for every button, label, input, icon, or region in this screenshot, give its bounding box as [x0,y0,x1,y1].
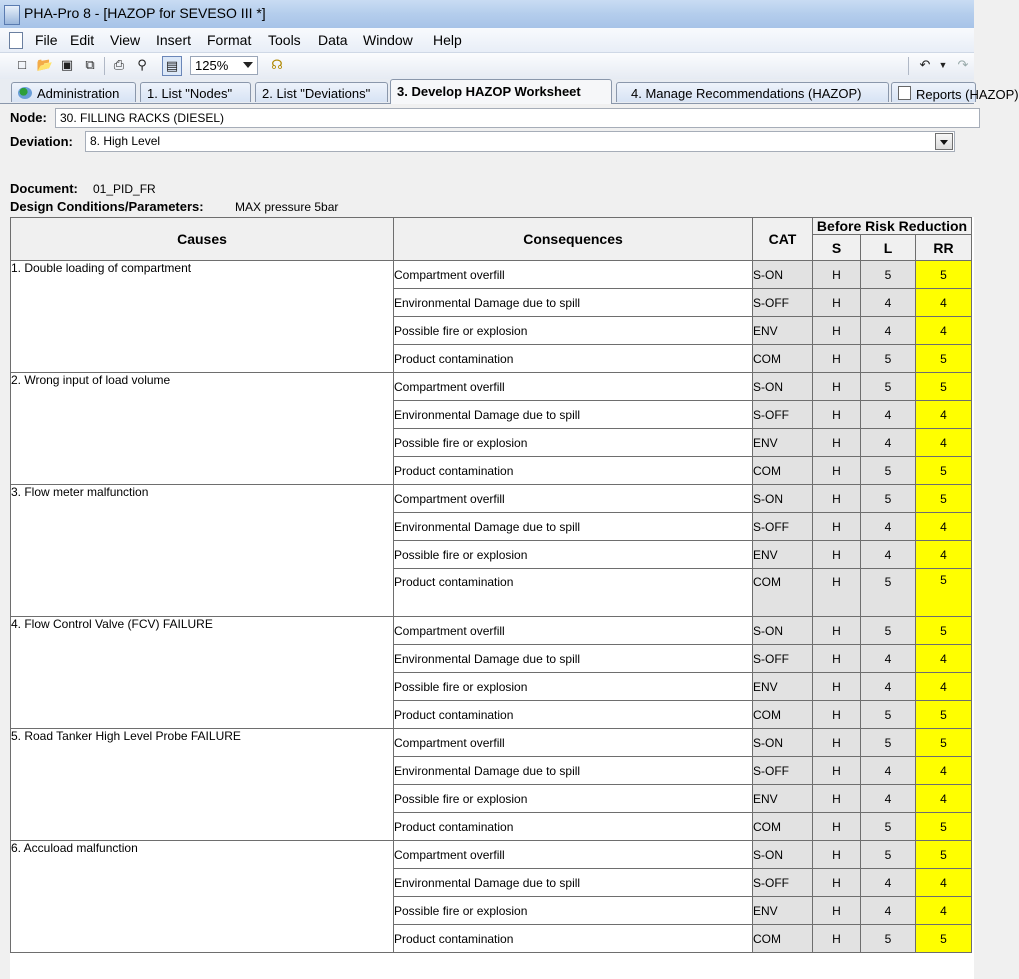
risk-ranking-cell[interactable]: 4 [916,869,972,897]
consequence-cell[interactable]: Environmental Damage due to spill [394,289,753,317]
severity-cell[interactable]: H [813,869,861,897]
open-folder-icon[interactable]: 📂 [36,57,54,72]
likelihood-cell[interactable]: 5 [861,841,916,869]
consequence-cell[interactable]: Product contamination [394,701,753,729]
consequence-cell[interactable]: Product contamination [394,345,753,373]
column-header-before-risk-reduction[interactable]: Before Risk Reduction [813,218,972,235]
hazop-worksheet [10,217,974,979]
redo-icon[interactable]: ↷ [957,57,969,72]
likelihood-cell[interactable]: 5 [861,373,916,401]
help-icon[interactable]: ☊ [271,57,283,72]
risk-ranking-cell[interactable]: 4 [916,513,972,541]
risk-ranking-cell[interactable]: 4 [916,289,972,317]
column-header-s[interactable]: S [813,235,861,261]
tab-administration-label: Administration [37,86,120,101]
view-toggle-icon[interactable]: ▤ [162,56,182,76]
tab-administration[interactable] [11,82,136,102]
column-header-consequences[interactable]: Consequences [394,218,753,261]
cat-cell[interactable]: S-ON [753,617,813,645]
cause-cell[interactable]: 2. Wrong input of load volume [11,373,394,485]
likelihood-cell[interactable]: 4 [861,429,916,457]
risk-ranking-cell[interactable]: 5 [916,373,972,401]
menu-data[interactable]: Data [318,32,348,48]
severity-cell[interactable]: H [813,513,861,541]
consequence-cell[interactable]: Environmental Damage due to spill [394,757,753,785]
cat-cell[interactable]: S-ON [753,729,813,757]
cat-cell[interactable]: S-ON [753,841,813,869]
report-icon [898,86,911,100]
likelihood-cell[interactable]: 4 [861,785,916,813]
worksheet-table [10,217,972,953]
likelihood-cell[interactable]: 5 [861,485,916,513]
menu-help[interactable]: Help [433,32,462,48]
chevron-down-icon[interactable] [935,133,953,150]
severity-cell[interactable]: H [813,925,861,953]
likelihood-cell[interactable]: 4 [861,541,916,569]
severity-cell[interactable]: H [813,429,861,457]
zoom-value: 125% [195,58,229,73]
consequence-cell[interactable]: Product contamination [394,813,753,841]
likelihood-cell[interactable]: 4 [861,645,916,673]
cat-cell[interactable]: COM [753,345,813,373]
consequence-cell[interactable]: Product contamination [394,569,753,617]
node-value: 30. FILLING RACKS (DIESEL) [60,111,225,125]
risk-ranking-cell[interactable]: 5 [916,569,972,617]
severity-cell[interactable]: H [813,897,861,925]
cat-cell[interactable]: ENV [753,897,813,925]
cat-cell[interactable]: S-OFF [753,289,813,317]
risk-ranking-cell[interactable]: 5 [916,841,972,869]
consequence-cell[interactable]: Product contamination [394,457,753,485]
risk-ranking-cell[interactable]: 5 [916,457,972,485]
menu-edit[interactable]: Edit [70,32,95,48]
table-row [11,617,972,645]
likelihood-cell[interactable]: 4 [861,317,916,345]
tab-list-nodes-label: 1. List "Nodes" [147,86,233,101]
undo-dropdown-icon[interactable]: ▼ [938,60,948,70]
tab-manage-recommendations-label: 4. Manage Recommendations (HAZOP) [631,86,862,101]
severity-cell[interactable]: H [813,645,861,673]
admin-icon [18,87,32,99]
consequence-cell[interactable]: Compartment overfill [394,729,753,757]
menu-view[interactable]: View [110,32,141,48]
consequence-cell[interactable]: Possible fire or explosion [394,897,753,925]
tab-reports[interactable] [891,82,1019,102]
menu-format[interactable]: Format [207,32,252,48]
cause-cell[interactable]: 4. Flow Control Valve (FCV) FAILURE [11,617,394,729]
severity-cell[interactable]: H [813,345,861,373]
severity-cell[interactable]: H [813,729,861,757]
cat-cell[interactable]: S-OFF [753,645,813,673]
cause-cell[interactable]: 3. Flow meter malfunction [11,485,394,617]
toolbar-separator [104,57,105,75]
severity-cell[interactable]: H [813,841,861,869]
likelihood-cell[interactable]: 5 [861,701,916,729]
likelihood-cell[interactable]: 4 [861,401,916,429]
deviation-label: Deviation: [10,134,73,149]
cat-cell[interactable]: S-ON [753,373,813,401]
risk-ranking-cell[interactable]: 4 [916,757,972,785]
cause-cell[interactable]: 1. Double loading of compartment [11,261,394,373]
cat-cell[interactable]: ENV [753,673,813,701]
document-label: Document: [10,181,78,196]
cat-cell[interactable]: S-ON [753,261,813,289]
likelihood-cell[interactable]: 5 [861,457,916,485]
risk-ranking-cell[interactable]: 5 [916,485,972,513]
consequence-cell[interactable]: Compartment overfill [394,617,753,645]
document-icon[interactable] [9,32,23,49]
consequence-cell[interactable]: Compartment overfill [394,261,753,289]
design-conditions-label: Design Conditions/Parameters: [10,199,204,214]
table-row [11,841,972,869]
severity-cell[interactable]: H [813,317,861,345]
severity-cell[interactable]: H [813,485,861,513]
consequence-cell[interactable]: Environmental Damage due to spill [394,645,753,673]
risk-ranking-cell[interactable]: 5 [916,701,972,729]
risk-ranking-cell[interactable]: 5 [916,617,972,645]
undo-icon[interactable]: ↶ [919,57,931,72]
severity-cell[interactable]: H [813,673,861,701]
design-conditions-value: MAX pressure 5bar [235,200,339,214]
app-icon [4,5,20,25]
column-header-causes[interactable]: Causes [11,218,394,261]
likelihood-cell[interactable]: 5 [861,813,916,841]
consequence-cell[interactable]: Environmental Damage due to spill [394,869,753,897]
severity-cell[interactable]: H [813,617,861,645]
risk-ranking-cell[interactable]: 5 [916,729,972,757]
consequence-cell[interactable]: Possible fire or explosion [394,673,753,701]
severity-cell[interactable]: H [813,785,861,813]
toolbar-separator [908,57,909,75]
cat-cell[interactable]: COM [753,813,813,841]
chevron-down-icon [243,62,253,68]
cat-cell[interactable]: S-OFF [753,869,813,897]
toolbar [0,53,974,80]
risk-ranking-cell[interactable]: 4 [916,401,972,429]
severity-cell[interactable]: H [813,261,861,289]
risk-ranking-cell[interactable]: 5 [916,345,972,373]
likelihood-cell[interactable]: 5 [861,729,916,757]
consequence-cell[interactable]: Compartment overfill [394,841,753,869]
tab-manage-recommendations[interactable] [616,82,889,102]
cat-cell[interactable]: COM [753,569,813,617]
tab-list-deviations-label: 2. List "Deviations" [262,86,371,101]
menu-insert[interactable]: Insert [156,32,192,48]
node-label: Node: [10,110,47,125]
tab-list-nodes[interactable] [140,82,251,102]
consequence-cell[interactable]: Possible fire or explosion [394,429,753,457]
worksheet-body [11,261,972,953]
cat-cell[interactable]: S-OFF [753,401,813,429]
print-preview-icon[interactable]: ⚲ [137,57,147,72]
severity-cell[interactable]: H [813,457,861,485]
title-bar [0,0,974,29]
likelihood-cell[interactable]: 4 [861,757,916,785]
deviation-dropdown[interactable] [85,131,955,152]
cat-cell[interactable]: COM [753,701,813,729]
severity-cell[interactable]: H [813,401,861,429]
risk-ranking-cell[interactable]: 4 [916,429,972,457]
menu-file[interactable]: File [35,32,58,48]
menu-window[interactable]: Window [363,32,413,48]
cat-cell[interactable]: ENV [753,429,813,457]
risk-ranking-cell[interactable]: 4 [916,317,972,345]
consequence-cell[interactable]: Possible fire or explosion [394,785,753,813]
menu-tools[interactable]: Tools [268,32,301,48]
deviation-value: 8. High Level [90,134,161,148]
consequence-cell[interactable]: Product contamination [394,925,753,953]
risk-ranking-cell[interactable]: 4 [916,541,972,569]
tab-bar [0,79,1019,104]
risk-ranking-cell[interactable]: 5 [916,925,972,953]
likelihood-cell[interactable]: 5 [861,617,916,645]
column-header-l[interactable]: L [861,235,916,261]
menu-bar [0,28,974,53]
table-row [11,373,972,401]
cat-cell[interactable]: COM [753,925,813,953]
consequence-cell[interactable]: Possible fire or explosion [394,317,753,345]
severity-cell[interactable]: H [813,541,861,569]
cause-cell[interactable]: 6. Accuload malfunction [11,841,394,953]
severity-cell[interactable]: H [813,569,861,617]
cat-cell[interactable]: ENV [753,785,813,813]
likelihood-cell[interactable]: 5 [861,345,916,373]
likelihood-cell[interactable]: 4 [861,897,916,925]
tab-reports-label: Reports (HAZOP) [916,87,1019,102]
new-file-icon[interactable]: □ [18,57,26,72]
likelihood-cell[interactable]: 5 [861,925,916,953]
risk-ranking-cell[interactable]: 4 [916,897,972,925]
print-icon[interactable]: ⎙ [113,57,125,72]
cat-cell[interactable]: ENV [753,541,813,569]
consequence-cell[interactable]: Possible fire or explosion [394,541,753,569]
risk-ranking-cell[interactable]: 4 [916,673,972,701]
cat-cell[interactable]: S-OFF [753,757,813,785]
tab-develop-hazop-worksheet[interactable] [390,79,612,104]
zoom-select[interactable] [190,56,258,75]
consequence-cell[interactable]: Compartment overfill [394,373,753,401]
column-header-cat[interactable]: CAT [753,218,813,261]
severity-cell[interactable]: H [813,757,861,785]
column-header-rr[interactable]: RR [916,235,972,261]
window-title: PHA-Pro 8 - [HAZOP for SEVESO III *] [24,5,266,21]
risk-ranking-cell[interactable]: 4 [916,645,972,673]
consequence-cell[interactable]: Compartment overfill [394,485,753,513]
likelihood-cell[interactable]: 5 [861,569,916,617]
table-row [11,261,972,289]
severity-cell[interactable]: H [813,373,861,401]
save-icon[interactable]: ▣ [60,57,74,72]
cat-cell[interactable]: S-OFF [753,513,813,541]
cause-cell[interactable]: 5. Road Tanker High Level Probe FAILURE [11,729,394,841]
save-all-icon[interactable]: ⧉ [85,57,95,72]
risk-ranking-cell[interactable]: 5 [916,813,972,841]
table-row [11,485,972,513]
likelihood-cell[interactable]: 4 [861,513,916,541]
cat-cell[interactable]: ENV [753,317,813,345]
table-row [11,729,972,757]
risk-ranking-cell[interactable]: 4 [916,785,972,813]
likelihood-cell[interactable]: 4 [861,869,916,897]
cat-cell[interactable]: S-ON [753,485,813,513]
document-value: 01_PID_FR [93,182,156,196]
likelihood-cell[interactable]: 5 [861,261,916,289]
cat-cell[interactable]: COM [753,457,813,485]
risk-ranking-cell[interactable]: 5 [916,261,972,289]
likelihood-cell[interactable]: 4 [861,673,916,701]
severity-cell[interactable]: H [813,289,861,317]
tab-develop-hazop-worksheet-label: 3. Develop HAZOP Worksheet [397,84,581,99]
tab-list-deviations[interactable] [255,82,388,102]
severity-cell[interactable]: H [813,701,861,729]
severity-cell[interactable]: H [813,813,861,841]
likelihood-cell[interactable]: 4 [861,289,916,317]
consequence-cell[interactable]: Environmental Damage due to spill [394,513,753,541]
node-field[interactable] [55,108,980,128]
consequence-cell[interactable]: Environmental Damage due to spill [394,401,753,429]
